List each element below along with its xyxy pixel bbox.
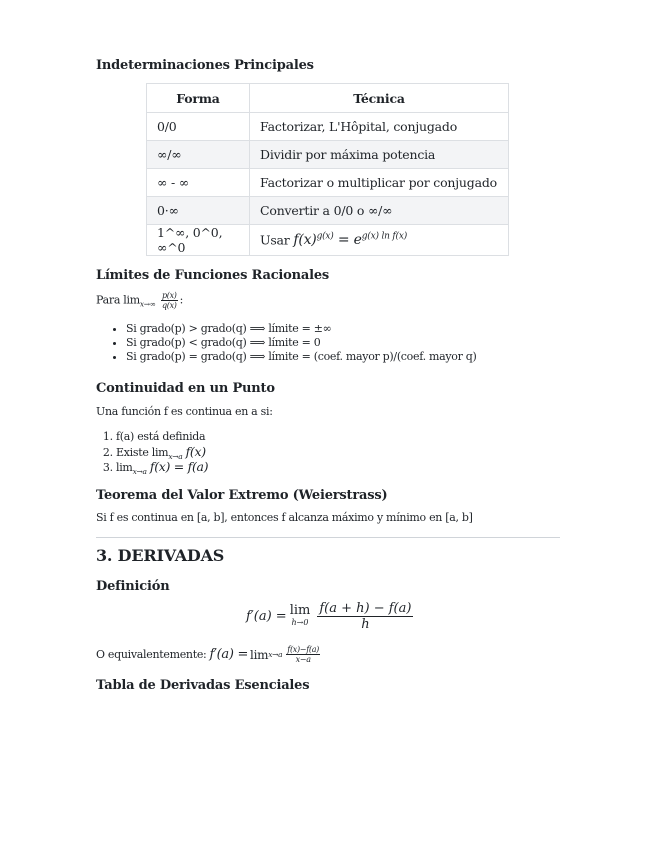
eq-fa: = f(a): [170, 459, 209, 474]
table-cell-forma: 1^∞, 0^0, ∞^0: [147, 225, 250, 256]
fx: f(x): [185, 444, 206, 459]
lim-operator: lim: [116, 461, 133, 474]
equivalent-definition: [96, 645, 322, 664]
table-row: [147, 225, 509, 256]
fraction-denominator: h: [361, 617, 370, 632]
section-divider: [96, 537, 560, 538]
list-item: • Si grado(p) < grado(q) ⟹ límite = 0: [126, 336, 477, 350]
heading-derivadas: 3. DERIVADAS: [96, 546, 225, 565]
table-header-row: [147, 84, 509, 113]
intro-text: Para: [96, 293, 124, 307]
limites-intro: [96, 291, 183, 310]
table-header-forma: Forma: [147, 84, 250, 113]
fraction-pq: [161, 291, 178, 310]
table-row: [147, 169, 509, 197]
indeterminaciones-table: [146, 83, 509, 256]
table-cell-tecnica: Convertir a 0/0 o ∞/∞: [250, 197, 509, 225]
list-item: • Si grado(p) > grado(q) ⟹ límite = ±∞: [126, 322, 477, 336]
lim-subscript: x→∞: [139, 299, 156, 309]
table-cell-tecnica: [250, 225, 509, 256]
table-cell-forma: 0/0: [147, 113, 250, 141]
fraction-numerator: f(a + h) − f(a): [319, 601, 412, 616]
table-cell-tecnica: Factorizar, L'Hôpital, conjugado: [250, 113, 509, 141]
equiv-fraction: [286, 645, 320, 664]
list-item: [116, 459, 208, 474]
tecnica-text: Usar: [260, 232, 294, 248]
formula-lhs: f′(a) =: [246, 609, 287, 624]
fraction-numerator: f(x)−f(a): [287, 645, 319, 654]
lim-subscript: x→a: [168, 452, 183, 461]
heading-weierstrass: Teorema del Valor Extremo (Weierstrass): [96, 488, 388, 503]
continuidad-intro: Una función f es continua en a si:: [96, 405, 273, 418]
formula-lhs: f′(a) =: [209, 647, 249, 662]
formula-eq: = e: [333, 232, 362, 249]
heading-definicion: Definición: [96, 579, 170, 594]
table-row: [147, 141, 509, 169]
lim-operator: lim: [151, 446, 169, 459]
table-cell-tecnica: Dividir por máxima potencia: [250, 141, 509, 169]
table-cell-forma: ∞/∞: [147, 141, 250, 169]
derivative-definition-formula: [246, 601, 413, 632]
list-item: [116, 444, 208, 459]
formula-rhs-exp: g(x) ln f(x): [361, 231, 408, 242]
table-row: [147, 197, 509, 225]
lim-operator: lim: [289, 602, 311, 618]
item-text: Existe: [116, 446, 152, 459]
fraction-numerator: p(x): [161, 291, 177, 300]
limites-bullet-list: [96, 322, 477, 364]
fraction-denominator: q(x): [161, 301, 177, 310]
heading-limites-racionales: Límites de Funciones Racionales: [96, 268, 330, 283]
lim-block: [289, 602, 311, 629]
table-row: [147, 113, 509, 141]
heading-indeterminaciones: Indeterminaciones Principales: [96, 58, 314, 73]
fx: f(x): [149, 459, 171, 474]
formula-lhs-exp: g(x): [316, 231, 334, 242]
lim-operator: lim: [123, 293, 140, 307]
colon: :: [179, 293, 184, 307]
lim-operator: lim: [250, 647, 269, 662]
table-cell-tecnica: Factorizar o multiplicar por conjugado: [250, 169, 509, 197]
difference-quotient: [317, 601, 413, 632]
list-item: • Si grado(p) = grado(q) ⟹ límite = (coef. mayor p)/(coef. mayor q): [126, 350, 477, 364]
heading-tabla-derivadas: Tabla de Derivadas Esenciales: [96, 678, 310, 693]
equiv-text: O equivalentemente:: [96, 648, 207, 661]
table-cell-forma: 0·∞: [147, 197, 250, 225]
table-cell-forma: ∞ - ∞: [147, 169, 250, 197]
formula-lhs: f(x): [293, 232, 317, 249]
list-item: 1. f(a) está definida: [116, 429, 208, 444]
heading-continuidad: Continuidad en un Punto: [96, 381, 275, 396]
lim-subscript: h→0: [291, 617, 309, 627]
lim-subscript: x→a: [132, 467, 147, 476]
weierstrass-text: Si f es continua en [a, b], entonces f alcanza máximo y mínimo en [a, b]: [96, 511, 473, 524]
continuidad-conditions: [96, 429, 208, 474]
table-header-tecnica: Técnica: [250, 84, 509, 113]
formula-exp-log: [293, 232, 407, 248]
fraction-denominator: x−a: [295, 655, 311, 664]
lim-subscript: x→a: [268, 650, 283, 659]
